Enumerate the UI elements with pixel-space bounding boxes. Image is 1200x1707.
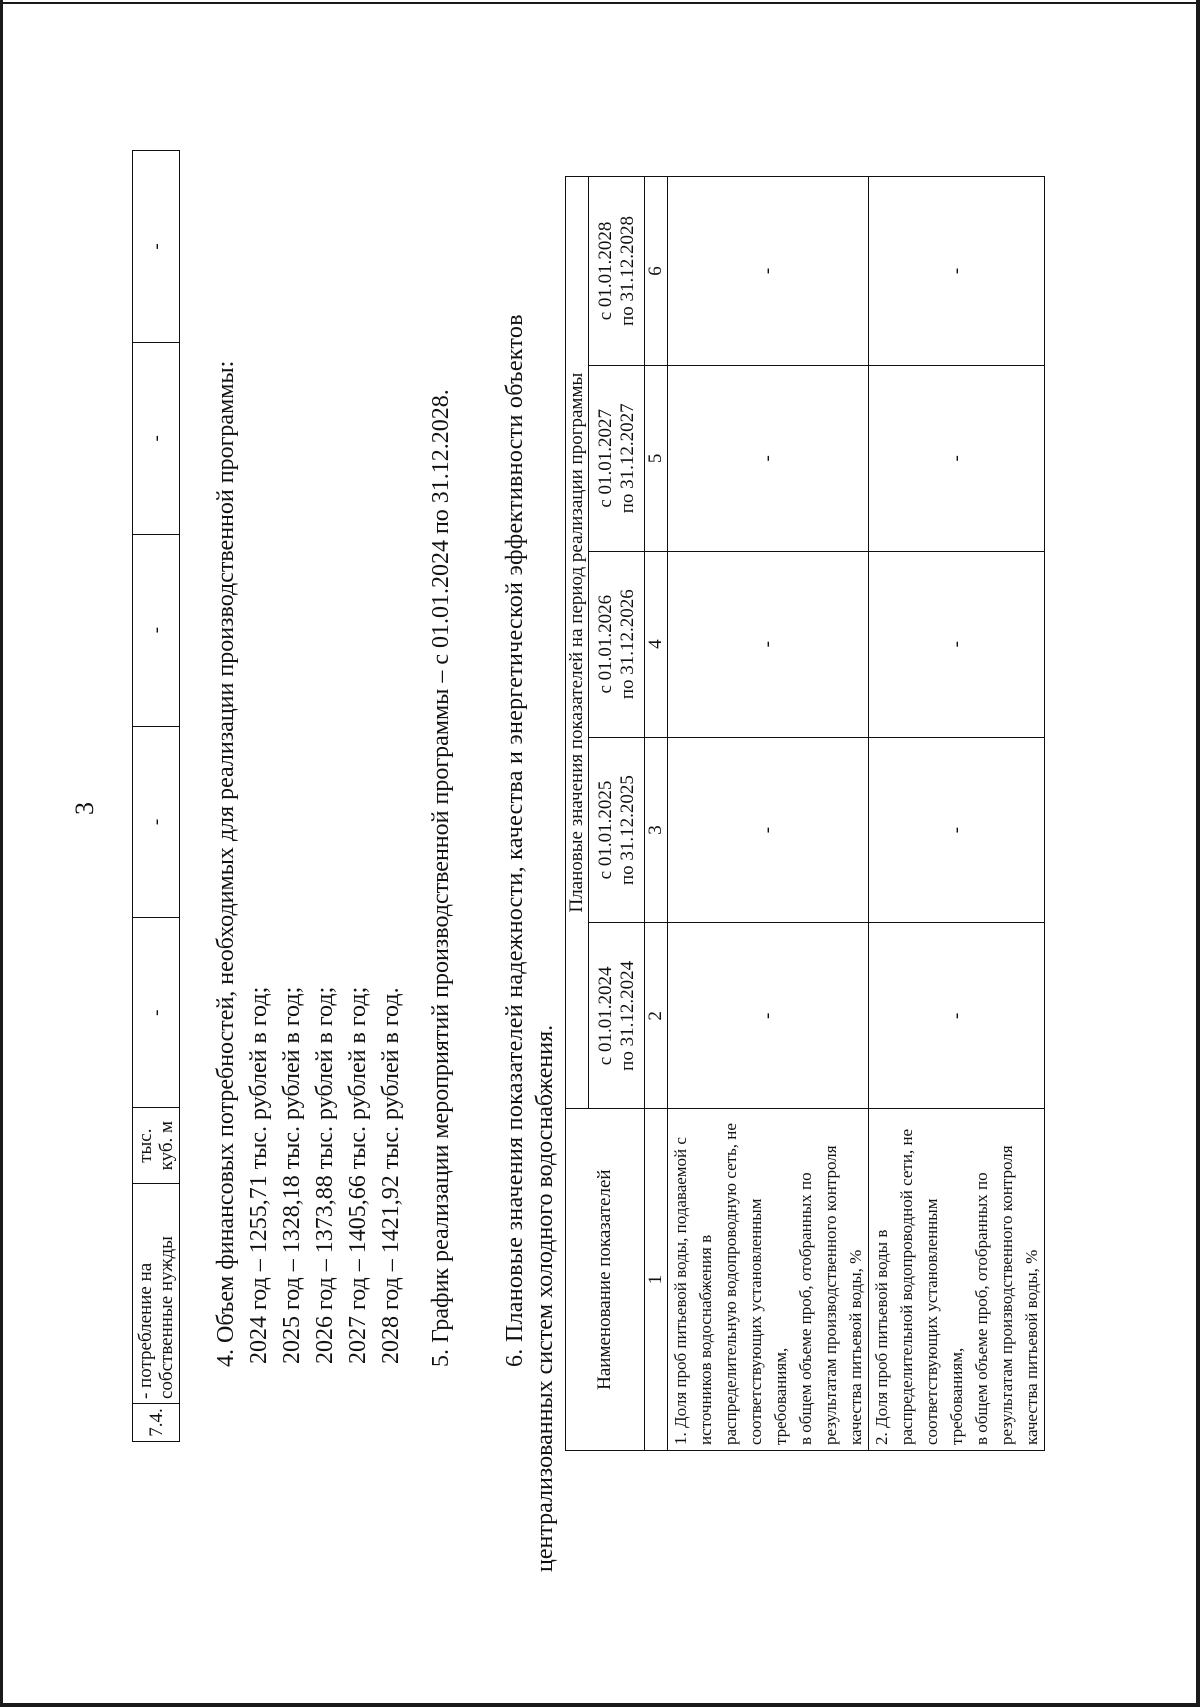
col-name-header: Наименование показателей: [566, 1109, 645, 1451]
row-label: [133, 1184, 180, 1404]
table-cell: -: [133, 534, 180, 726]
consumption-row-table: [132, 150, 180, 1442]
col-number: 6: [645, 177, 668, 366]
table-cell: -: [133, 151, 180, 343]
table-row: [869, 177, 1045, 1451]
table-cell: -: [133, 726, 180, 918]
finance-line-2025: 2025 год – 1328,18 тыс. рублей в год;: [279, 986, 305, 1364]
table-row-7-4: [133, 151, 180, 1442]
column-number-row: [645, 177, 668, 1451]
col-number: 2: [645, 923, 668, 1109]
period-header-2027: с 01.01.2027 по 31.12.2027: [589, 365, 645, 551]
section-4-heading: 4. Объем финансовых потребностей, необходимых для реализации производственной программы:: [213, 360, 239, 1367]
table-cell: -: [869, 365, 1045, 551]
row-unit-line-1: тыс.: [135, 1128, 156, 1163]
indicator-name-2: 2. Доля проб питьевой воды в распределительной водопроводной сети, не соответствующих установленным требованиям, в общем объеме проб, отобранных по результатам производственного контроля качества питьевой воды, %: [869, 1109, 1045, 1451]
page-number: 3: [70, 802, 99, 815]
table-cell: -: [869, 923, 1045, 1109]
table-cell: -: [869, 551, 1045, 737]
row-number: 7.4.: [133, 1404, 180, 1442]
period-header-2024: с 01.01.2024 по 31.12.2024: [589, 923, 645, 1109]
period-header-2026: с 01.01.2026 по 31.12.2026: [589, 551, 645, 737]
table-cell: -: [668, 737, 869, 923]
section-6-line-2: централизованных систем холодного водоснабжения.: [532, 1024, 558, 1572]
row-unit-line-2: куб. м: [156, 1120, 177, 1171]
indicators-table: [565, 176, 1045, 1451]
finance-line-2027: 2027 год – 1405,66 тыс. рублей в год;: [345, 986, 371, 1364]
table-header-row: [566, 177, 589, 1451]
period-header-2025: с 01.01.2025 по 31.12.2025: [589, 737, 645, 923]
section-6-heading: [500, 27, 560, 1572]
row-label-line-2: собственные нужды: [156, 1236, 177, 1400]
indicator-name-1: 1. Доля проб питьевой воды, подаваемой с источников водоснабжения в распределительную водопроводную сеть, не соответствующих установленным требованиям, в общем объеме проб, отобранных по результатам производственного контроля качества питьевой воды, %: [668, 1109, 869, 1451]
table-cell: -: [869, 177, 1045, 366]
section-6-line-1: 6. Плановые значения показателей надежности, качества и энергетической эффективности объектов: [502, 314, 528, 1367]
row-unit: [133, 1108, 180, 1184]
section-5-schedule: 5. График реализации мероприятий производственной программы – с 01.01.2024 по 31.12.2028.: [428, 389, 454, 1367]
table-cell: -: [869, 737, 1045, 923]
table-cell: -: [668, 365, 869, 551]
col-number: 4: [645, 551, 668, 737]
table-cell: -: [668, 177, 869, 366]
finance-line-2026: 2026 год – 1373,88 тыс. рублей в год;: [312, 986, 338, 1364]
finance-line-2028: 2028 год – 1421,92 тыс. рублей в год.: [378, 987, 404, 1364]
period-header-2028: с 01.01.2028 по 31.12.2028: [589, 177, 645, 366]
row-label-line-1: - потребление на: [135, 1262, 156, 1400]
table-row: [668, 177, 869, 1451]
finance-line-2024: 2024 год – 1255,71 тыс. рублей в год;: [246, 986, 272, 1364]
col-number: 1: [645, 1109, 668, 1451]
section-4-financial-needs: [210, 37, 408, 1367]
period-group-header: Плановые значения показателей на период реализации программы: [566, 177, 589, 1109]
table-cell: -: [133, 918, 180, 1108]
table-cell: -: [668, 923, 869, 1109]
col-number: 5: [645, 365, 668, 551]
table-cell: -: [668, 551, 869, 737]
table-cell: -: [133, 342, 180, 534]
col-number: 3: [645, 737, 668, 923]
